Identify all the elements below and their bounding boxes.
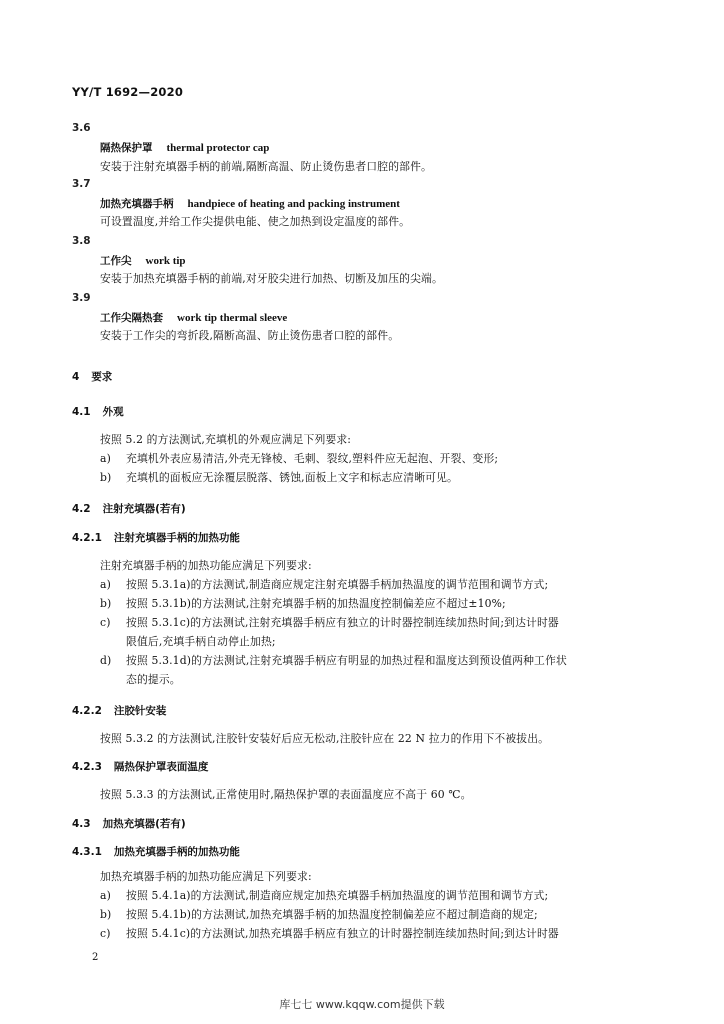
list-text: 充填机的面板应无涂覆层脱落、锈蚀,面板上文字和标志应清晰可见。 bbox=[126, 471, 458, 484]
section-heading bbox=[72, 369, 112, 384]
paragraph: 按照 5.3.3 的方法测试,正常使用时,隔热保护罩的表面温度应不高于 60 ℃。 bbox=[100, 788, 472, 801]
section-number: 4.2.1 bbox=[72, 532, 102, 544]
list-label: c) bbox=[100, 616, 111, 629]
section-title: 加热充填器(若有) bbox=[102, 818, 186, 830]
section-intro: 注射充填器手柄的加热功能应满足下列要求: bbox=[100, 559, 312, 572]
list-text-continued: 态的提示。 bbox=[126, 673, 181, 686]
term-title-zh: 工作尖 bbox=[100, 255, 132, 267]
list-text: 按照 5.4.1c)的方法测试,加热充填器手柄应有独立的计时器控制连续加热时间;到达计时器 bbox=[126, 927, 559, 940]
section-title: 注射充填器(若有) bbox=[102, 503, 186, 515]
section-heading bbox=[72, 404, 124, 419]
list-item bbox=[100, 615, 559, 630]
list-item bbox=[100, 451, 498, 466]
section-title: 注射充填器手柄的加热功能 bbox=[113, 532, 240, 544]
paragraph: 按照 5.3.2 的方法测试,注胶针安装好后应无松动,注胶针应在 22 N 拉力的作用下不被拔出。 bbox=[100, 732, 550, 745]
list-label: b) bbox=[100, 597, 112, 610]
list-text: 按照 5.3.1a)的方法测试,制造商应规定注射充填器手柄加热温度的调节范围和调节方式; bbox=[126, 578, 549, 591]
term-title bbox=[100, 140, 269, 155]
list-item bbox=[100, 653, 567, 668]
section-number: 4.2.2 bbox=[72, 705, 102, 717]
section-number: 4 bbox=[72, 371, 80, 383]
list-label: b) bbox=[100, 471, 112, 484]
term-number: 3.9 bbox=[72, 292, 91, 304]
term-title bbox=[100, 196, 400, 211]
section-heading bbox=[72, 501, 186, 516]
section-title: 外观 bbox=[102, 406, 124, 418]
list-text: 按照 5.3.1d)的方法测试,注射充填器手柄应有明显的加热过程和温度达到预设值两种工作状 bbox=[126, 654, 567, 667]
section-heading bbox=[72, 844, 240, 859]
term-title-zh: 加热充填器手柄 bbox=[100, 198, 174, 210]
section-heading bbox=[72, 759, 208, 774]
list-label: c) bbox=[100, 927, 111, 940]
term-number: 3.6 bbox=[72, 122, 91, 134]
list-item bbox=[100, 926, 559, 941]
page-number: 2 bbox=[92, 952, 99, 963]
term-title-zh: 隔热保护罩 bbox=[100, 142, 153, 154]
list-text-continued: 限值后,充填手柄自动停止加热; bbox=[126, 635, 276, 648]
download-watermark: 库七七 www.kqqw.com提供下载 bbox=[279, 998, 445, 1011]
section-title: 加热充填器手柄的加热功能 bbox=[113, 846, 240, 858]
list-item bbox=[100, 596, 506, 611]
section-intro: 按照 5.2 的方法测试,充填机的外观应满足下列要求: bbox=[100, 433, 352, 446]
list-text: 按照 5.4.1a)的方法测试,制造商应规定加热充填器手柄加热温度的调节范围和调节方式; bbox=[126, 889, 549, 902]
list-label: a) bbox=[100, 578, 111, 591]
list-text: 按照 5.4.1b)的方法测试,加热充填器手柄的加热温度控制偏差应不超过制造商的规定; bbox=[126, 908, 538, 921]
term-title-en: thermal protector cap bbox=[166, 142, 270, 154]
term-title-en: handpiece of heating and packing instrument bbox=[187, 198, 400, 210]
list-label: a) bbox=[100, 452, 111, 465]
term-number: 3.7 bbox=[72, 178, 91, 190]
list-text: 按照 5.3.1c)的方法测试,注射充填器手柄应有独立的计时器控制连续加热时间;到达计时器 bbox=[126, 616, 559, 629]
term-title-zh: 工作尖隔热套 bbox=[100, 312, 163, 324]
list-text: 按照 5.3.1b)的方法测试,注射充填器手柄的加热温度控制偏差应不超过±10%; bbox=[126, 597, 506, 610]
term-definition: 可设置温度,并给工作尖提供电能、使之加热到设定温度的部件。 bbox=[100, 215, 411, 228]
list-item bbox=[100, 470, 458, 485]
term-definition: 安装于加热充填器手柄的前端,对牙胶尖进行加热、切断及加压的尖端。 bbox=[100, 272, 443, 285]
section-heading bbox=[72, 703, 166, 718]
term-number: 3.8 bbox=[72, 235, 91, 247]
section-number: 4.3.1 bbox=[72, 846, 102, 858]
section-heading bbox=[72, 530, 240, 545]
section-title: 要求 bbox=[91, 371, 113, 383]
term-title bbox=[100, 253, 186, 268]
list-label: a) bbox=[100, 889, 111, 902]
section-number: 4.2 bbox=[72, 503, 91, 515]
section-intro: 加热充填器手柄的加热功能应满足下列要求: bbox=[100, 870, 312, 883]
list-item bbox=[100, 888, 548, 903]
term-definition: 安装于工作尖的弯折段,隔断高温、防止烫伤患者口腔的部件。 bbox=[100, 329, 400, 342]
term-definition: 安装于注射充填器手柄的前端,隔断高温、防止烫伤患者口腔的部件。 bbox=[100, 160, 432, 173]
term-title-en: work tip thermal sleeve bbox=[177, 312, 288, 324]
term-title-en: work tip bbox=[145, 255, 186, 267]
list-item bbox=[100, 577, 548, 592]
standard-number: YY/T 1692—2020 bbox=[72, 85, 184, 99]
list-item bbox=[100, 907, 538, 922]
list-label: d) bbox=[100, 654, 112, 667]
section-title: 注胶针安装 bbox=[113, 705, 167, 717]
section-number: 4.3 bbox=[72, 818, 91, 830]
term-title bbox=[100, 310, 287, 325]
section-heading bbox=[72, 816, 186, 831]
list-label: b) bbox=[100, 908, 112, 921]
section-number: 4.1 bbox=[72, 406, 91, 418]
section-title: 隔热保护罩表面温度 bbox=[113, 761, 209, 773]
list-text: 充填机外表应易清洁,外壳无锋棱、毛刺、裂纹,塑料件应无起泡、开裂、变形; bbox=[126, 452, 499, 465]
section-number: 4.2.3 bbox=[72, 761, 102, 773]
